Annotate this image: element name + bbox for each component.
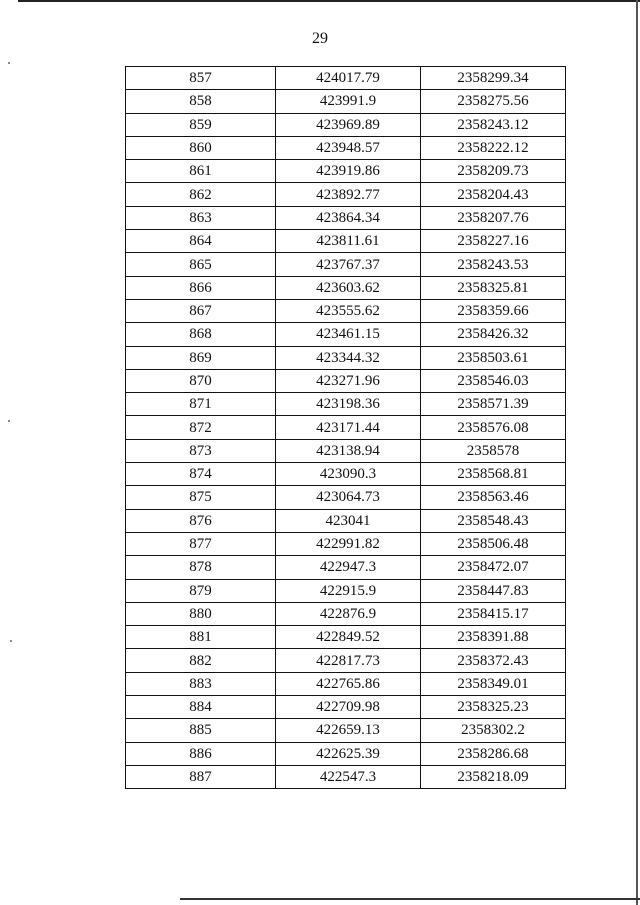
y-coordinate-cell: 2358299.34 [421, 67, 566, 90]
x-coordinate-cell: 422709.98 [276, 696, 421, 719]
point-number-cell: 867 [126, 299, 276, 322]
x-coordinate-cell: 423991.9 [276, 90, 421, 113]
point-number-cell: 876 [126, 509, 276, 532]
table-row [126, 439, 566, 462]
point-number-cell: 857 [126, 67, 276, 90]
point-number-cell: 884 [126, 696, 276, 719]
table-row [126, 206, 566, 229]
x-coordinate-cell: 423892.77 [276, 183, 421, 206]
point-number-cell: 860 [126, 136, 276, 159]
y-coordinate-cell: 2358325.23 [421, 696, 566, 719]
scan-edge-top [18, 0, 640, 2]
table-row [126, 113, 566, 136]
y-coordinate-cell: 2358359.66 [421, 299, 566, 322]
y-coordinate-cell: 2358391.88 [421, 626, 566, 649]
table-row [126, 463, 566, 486]
y-coordinate-cell: 2358472.07 [421, 556, 566, 579]
x-coordinate-cell: 423138.94 [276, 439, 421, 462]
x-coordinate-cell: 422876.9 [276, 602, 421, 625]
y-coordinate-cell: 2358302.2 [421, 719, 566, 742]
x-coordinate-cell: 423064.73 [276, 486, 421, 509]
x-coordinate-cell: 423811.61 [276, 230, 421, 253]
y-coordinate-cell: 2358568.81 [421, 463, 566, 486]
table-row [126, 183, 566, 206]
point-number-cell: 880 [126, 602, 276, 625]
x-coordinate-cell: 423041 [276, 509, 421, 532]
x-coordinate-cell: 423344.32 [276, 346, 421, 369]
point-number-cell: 882 [126, 649, 276, 672]
y-coordinate-cell: 2358218.09 [421, 765, 566, 788]
x-coordinate-cell: 423603.62 [276, 276, 421, 299]
y-coordinate-cell: 2358207.76 [421, 206, 566, 229]
point-number-cell: 871 [126, 393, 276, 416]
x-coordinate-cell: 422915.9 [276, 579, 421, 602]
point-number-cell: 886 [126, 742, 276, 765]
table-row [126, 90, 566, 113]
point-number-cell: 872 [126, 416, 276, 439]
scan-edge-right [636, 0, 638, 905]
table-row [126, 696, 566, 719]
table-row [126, 299, 566, 322]
y-coordinate-cell: 2358372.43 [421, 649, 566, 672]
table-row [126, 626, 566, 649]
y-coordinate-cell: 2358243.53 [421, 253, 566, 276]
x-coordinate-cell: 423948.57 [276, 136, 421, 159]
y-coordinate-cell: 2358275.56 [421, 90, 566, 113]
x-coordinate-cell: 424017.79 [276, 67, 421, 90]
point-number-cell: 874 [126, 463, 276, 486]
point-number-cell: 875 [126, 486, 276, 509]
table-row [126, 556, 566, 579]
x-coordinate-cell: 422625.39 [276, 742, 421, 765]
x-coordinate-cell: 422765.86 [276, 672, 421, 695]
y-coordinate-cell: 2358243.12 [421, 113, 566, 136]
point-number-cell: 865 [126, 253, 276, 276]
y-coordinate-cell: 2358447.83 [421, 579, 566, 602]
y-coordinate-cell: 2358578 [421, 439, 566, 462]
point-number-cell: 859 [126, 113, 276, 136]
table-row [126, 393, 566, 416]
table-row [126, 765, 566, 788]
y-coordinate-cell: 2358415.17 [421, 602, 566, 625]
y-coordinate-cell: 2358503.61 [421, 346, 566, 369]
scan-speck [8, 62, 10, 64]
table-row [126, 672, 566, 695]
x-coordinate-cell: 422991.82 [276, 532, 421, 555]
point-number-cell: 878 [126, 556, 276, 579]
point-number-cell: 861 [126, 160, 276, 183]
y-coordinate-cell: 2358222.12 [421, 136, 566, 159]
table-row [126, 579, 566, 602]
y-coordinate-cell: 2358571.39 [421, 393, 566, 416]
table-row [126, 416, 566, 439]
table-row [126, 719, 566, 742]
scan-edge-bottom [180, 898, 640, 900]
point-number-cell: 868 [126, 323, 276, 346]
point-number-cell: 873 [126, 439, 276, 462]
scan-speck [10, 640, 12, 642]
point-number-cell: 881 [126, 626, 276, 649]
table-row [126, 509, 566, 532]
point-number-cell: 877 [126, 532, 276, 555]
point-number-cell: 885 [126, 719, 276, 742]
x-coordinate-cell: 422849.52 [276, 626, 421, 649]
table-row [126, 253, 566, 276]
scan-speck [8, 420, 10, 422]
x-coordinate-cell: 423919.86 [276, 160, 421, 183]
table-row [126, 346, 566, 369]
y-coordinate-cell: 2358325.81 [421, 276, 566, 299]
y-coordinate-cell: 2358563.46 [421, 486, 566, 509]
table-row [126, 160, 566, 183]
coordinates-table-body [126, 67, 566, 789]
x-coordinate-cell: 423198.36 [276, 393, 421, 416]
y-coordinate-cell: 2358227.16 [421, 230, 566, 253]
point-number-cell: 866 [126, 276, 276, 299]
x-coordinate-cell: 423864.34 [276, 206, 421, 229]
x-coordinate-cell: 422659.13 [276, 719, 421, 742]
y-coordinate-cell: 2358349.01 [421, 672, 566, 695]
y-coordinate-cell: 2358506.48 [421, 532, 566, 555]
x-coordinate-cell: 422817.73 [276, 649, 421, 672]
table-row [126, 649, 566, 672]
table-row [126, 67, 566, 90]
x-coordinate-cell: 423555.62 [276, 299, 421, 322]
y-coordinate-cell: 2358426.32 [421, 323, 566, 346]
table-row [126, 323, 566, 346]
x-coordinate-cell: 422547.3 [276, 765, 421, 788]
y-coordinate-cell: 2358546.03 [421, 369, 566, 392]
x-coordinate-cell: 422947.3 [276, 556, 421, 579]
point-number-cell: 862 [126, 183, 276, 206]
table-row [126, 230, 566, 253]
x-coordinate-cell: 423271.96 [276, 369, 421, 392]
x-coordinate-cell: 423767.37 [276, 253, 421, 276]
x-coordinate-cell: 423461.15 [276, 323, 421, 346]
point-number-cell: 869 [126, 346, 276, 369]
table-row [126, 136, 566, 159]
y-coordinate-cell: 2358209.73 [421, 160, 566, 183]
y-coordinate-cell: 2358286.68 [421, 742, 566, 765]
point-number-cell: 863 [126, 206, 276, 229]
point-number-cell: 883 [126, 672, 276, 695]
table-row [126, 532, 566, 555]
x-coordinate-cell: 423969.89 [276, 113, 421, 136]
table-row [126, 742, 566, 765]
y-coordinate-cell: 2358204.43 [421, 183, 566, 206]
y-coordinate-cell: 2358548.43 [421, 509, 566, 532]
point-number-cell: 870 [126, 369, 276, 392]
point-number-cell: 864 [126, 230, 276, 253]
x-coordinate-cell: 423171.44 [276, 416, 421, 439]
table-row [126, 602, 566, 625]
point-number-cell: 858 [126, 90, 276, 113]
table-row [126, 276, 566, 299]
table-row [126, 486, 566, 509]
table-row [126, 369, 566, 392]
x-coordinate-cell: 423090.3 [276, 463, 421, 486]
coordinates-table [125, 66, 566, 789]
point-number-cell: 879 [126, 579, 276, 602]
page-number: 29 [312, 30, 328, 47]
y-coordinate-cell: 2358576.08 [421, 416, 566, 439]
point-number-cell: 887 [126, 765, 276, 788]
